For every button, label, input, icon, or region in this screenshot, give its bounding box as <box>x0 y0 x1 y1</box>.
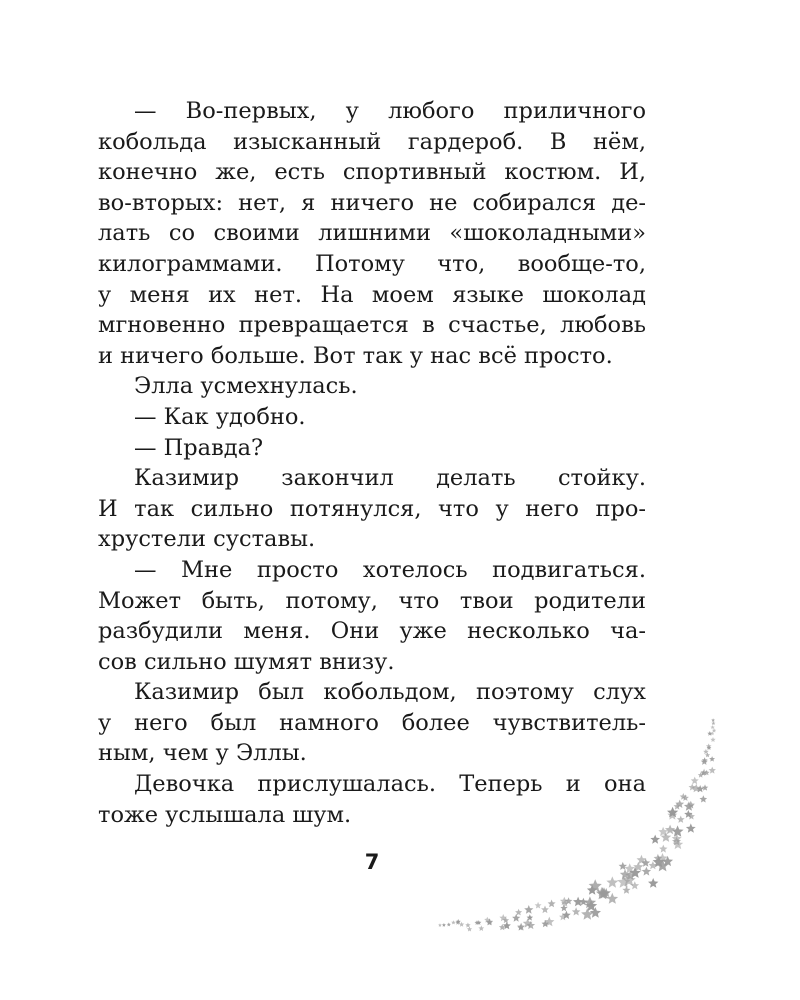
star-trail-icon <box>420 700 740 960</box>
star-icon <box>642 867 651 876</box>
text-line: — Мне просто хотелось подвигаться. <box>134 556 646 583</box>
star-icon <box>672 825 684 836</box>
star-icon <box>467 927 472 932</box>
text-line: — Как удобно. <box>134 403 306 430</box>
text-line: хрустели суставы. <box>98 526 316 553</box>
star-icon <box>581 908 593 920</box>
star-icon <box>438 923 442 927</box>
star-icon <box>650 835 660 844</box>
star-icon <box>648 878 658 888</box>
star-icon <box>619 862 627 870</box>
text-line: сов сильно шумят внизу. <box>98 648 395 675</box>
star-icon <box>700 795 708 802</box>
star-icon <box>711 718 715 722</box>
text-line: тоже услышала шум. <box>98 801 352 828</box>
star-icon <box>711 721 715 725</box>
text-line: Девочка прислушалась. Теперь и она <box>134 771 646 798</box>
star-icon <box>459 922 464 927</box>
text-line: кобольда изысканный гардероб. В нём, <box>98 128 646 155</box>
text-line: у меня их нет. На моем языке шоколад <box>98 281 646 308</box>
star-icon <box>548 900 556 908</box>
text-line: ным, чем у Эллы. <box>98 740 307 767</box>
star-icon <box>465 923 470 928</box>
star-icon <box>451 920 455 924</box>
star-icon <box>524 905 533 914</box>
star-icon <box>709 767 716 774</box>
star-icon <box>710 737 715 742</box>
star-icon <box>659 845 667 853</box>
text-line: конечно же, есть спортивный костюм. И, <box>98 159 646 186</box>
star-icon <box>512 914 520 922</box>
star-icon <box>541 906 549 914</box>
text-line: — Во-первых, у любого приличного <box>134 98 646 124</box>
star-icon <box>665 825 675 835</box>
star-icon <box>606 876 618 887</box>
star-icon <box>712 728 716 732</box>
text-line: у него был намного более чувствитель- <box>98 709 646 736</box>
star-icon <box>705 753 710 758</box>
star-icon <box>478 925 484 931</box>
text-line: килограммами. Потому что, вообще-то, <box>98 250 646 277</box>
text-line: во-вторых: нет, я ничего не собирался де- <box>98 189 646 216</box>
text-line: Казимир был кобольдом, поэтому слух <box>134 679 646 706</box>
text-line: Казимир закончил делать стойку. <box>134 465 646 492</box>
text-line: Может быть, потому, что твои родители <box>98 587 646 614</box>
page-number: 7 <box>364 850 380 874</box>
text-line: и ничего больше. Вот так у нас всё просто. <box>98 342 613 369</box>
star-icon <box>691 777 699 785</box>
star-icon <box>709 756 715 762</box>
text-line: — Правда? <box>134 434 264 461</box>
text-line: разбудили меня. Они уже несколько ча- <box>98 618 646 645</box>
text-line: лать со своими лишними «шоколадными» <box>98 220 646 247</box>
text-line: Элла усмехнулась. <box>134 373 358 400</box>
star-icon <box>677 816 685 823</box>
star-icon <box>447 923 451 927</box>
star-icon <box>535 902 542 909</box>
text-line: мгновенно превращается в счастье, любовь <box>98 312 646 339</box>
star-icon <box>686 823 696 832</box>
star-icon <box>442 923 446 927</box>
star-icon <box>702 784 709 790</box>
star-icon <box>622 886 630 894</box>
text-line: И так сильно потянулся, что у него про- <box>98 495 646 522</box>
star-icon <box>572 907 581 915</box>
